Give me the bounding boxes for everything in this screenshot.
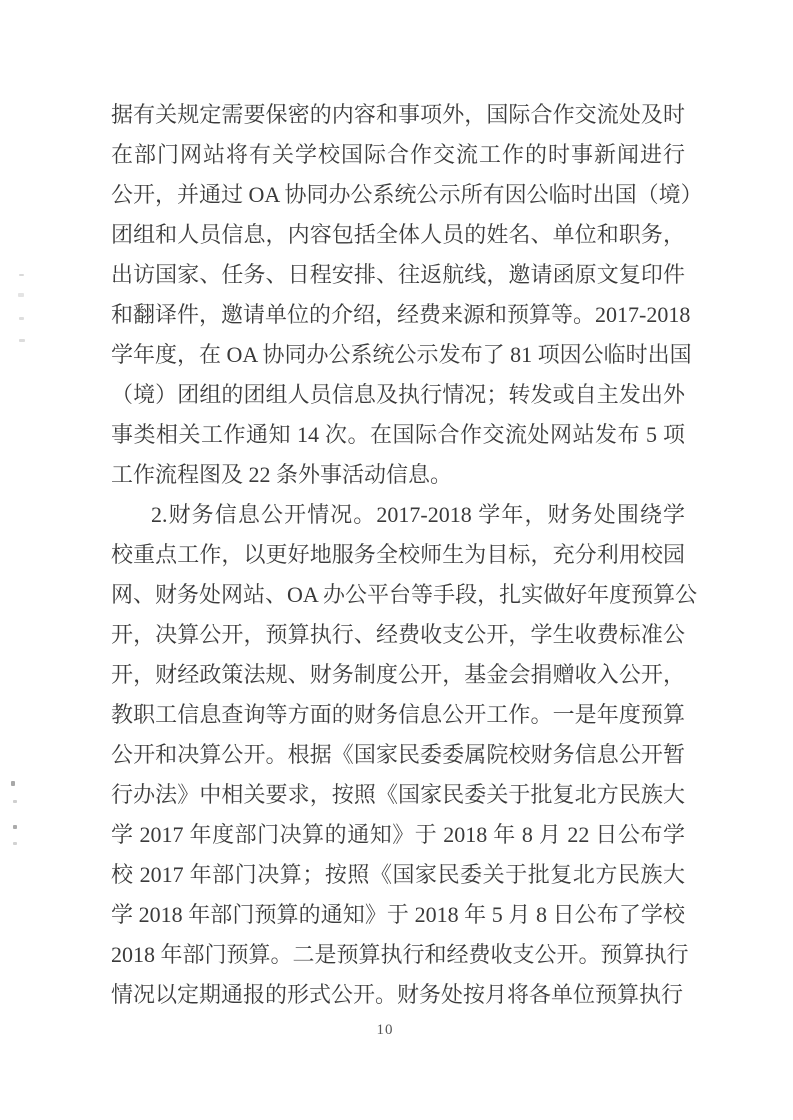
text-line: 工作流程图及 22 条外事活动信息。	[111, 462, 453, 487]
text-line: 公开，并通过 OA 协同办公系统公示所有因公临时出国（境）	[111, 182, 703, 207]
page-number: 10	[376, 1022, 394, 1038]
text-line: 情况以定期通报的形式公开。财务处按月将各单位预算执行	[111, 982, 684, 1007]
text-line: 团组和人员信息，内容包括全体人员的姓名、单位和职务，	[111, 222, 685, 247]
scan-artifact	[18, 293, 24, 297]
document-body	[111, 95, 703, 1015]
text-line: 出访国家、任务、日程安排、往返航线，邀请函原文复印件	[111, 262, 685, 287]
text-line: 学 2018 年部门预算的通知》于 2018 年 5 月 8 日公布了学校	[111, 902, 685, 927]
text-line: 2018 年部门预算。二是预算执行和经费收支公开。预算执行	[111, 942, 689, 967]
text-line: 开，财经政策法规、财务制度公开，基金会捐赠收入公开，	[111, 662, 685, 687]
text-line: 教职工信息查询等方面的财务信息公开工作。一是年度预算	[111, 702, 685, 727]
text-line: 网、财务处网站、OA 办公平台等手段，扎实做好年度预算公	[111, 582, 698, 607]
text-line: 2.财务信息公开情况。2017-2018 学年，财务处围绕学	[151, 502, 685, 527]
text-line: 事类相关工作通知 14 次。在国际合作交流处网站发布 5 项	[111, 422, 685, 447]
text-line: 学 2017 年度部门决算的通知》于 2018 年 8 月 22 日公布学	[111, 822, 685, 847]
scan-artifact	[19, 317, 24, 320]
text-line: 校 2017 年部门决算；按照《国家民委关于批复北方民族大	[111, 862, 685, 887]
scan-artifact	[19, 274, 24, 276]
scan-artifact	[13, 800, 17, 803]
scan-artifact	[13, 842, 17, 845]
text-line: 据有关规定需要保密的内容和事项外，国际合作交流处及时	[111, 102, 685, 127]
text-line: 和翻译件，邀请单位的介绍，经费来源和预算等。2017-2018	[111, 302, 691, 327]
text-line: 公开和决算公开。根据《国家民委委属院校财务信息公开暂	[111, 742, 685, 767]
text-line: 在部门网站将有关学校国际合作交流工作的时事新闻进行	[111, 142, 685, 167]
text-line: （境）团组的团组人员信息及执行情况；转发或自主发出外	[111, 382, 685, 407]
text-line: 行办法》中相关要求，按照《国家民委关于批复北方民族大	[111, 782, 685, 807]
scan-artifact	[13, 825, 17, 829]
text-line: 校重点工作，以更好地服务全校师生为目标，充分利用校园	[111, 542, 685, 567]
text-line: 开，决算公开，预算执行、经费收支公开，学生收费标准公	[111, 622, 685, 647]
scan-artifact	[11, 781, 15, 786]
scan-artifact	[19, 339, 25, 342]
text-line: 学年度，在 OA 协同办公系统公示发布了 81 项因公临时出国	[111, 342, 692, 367]
